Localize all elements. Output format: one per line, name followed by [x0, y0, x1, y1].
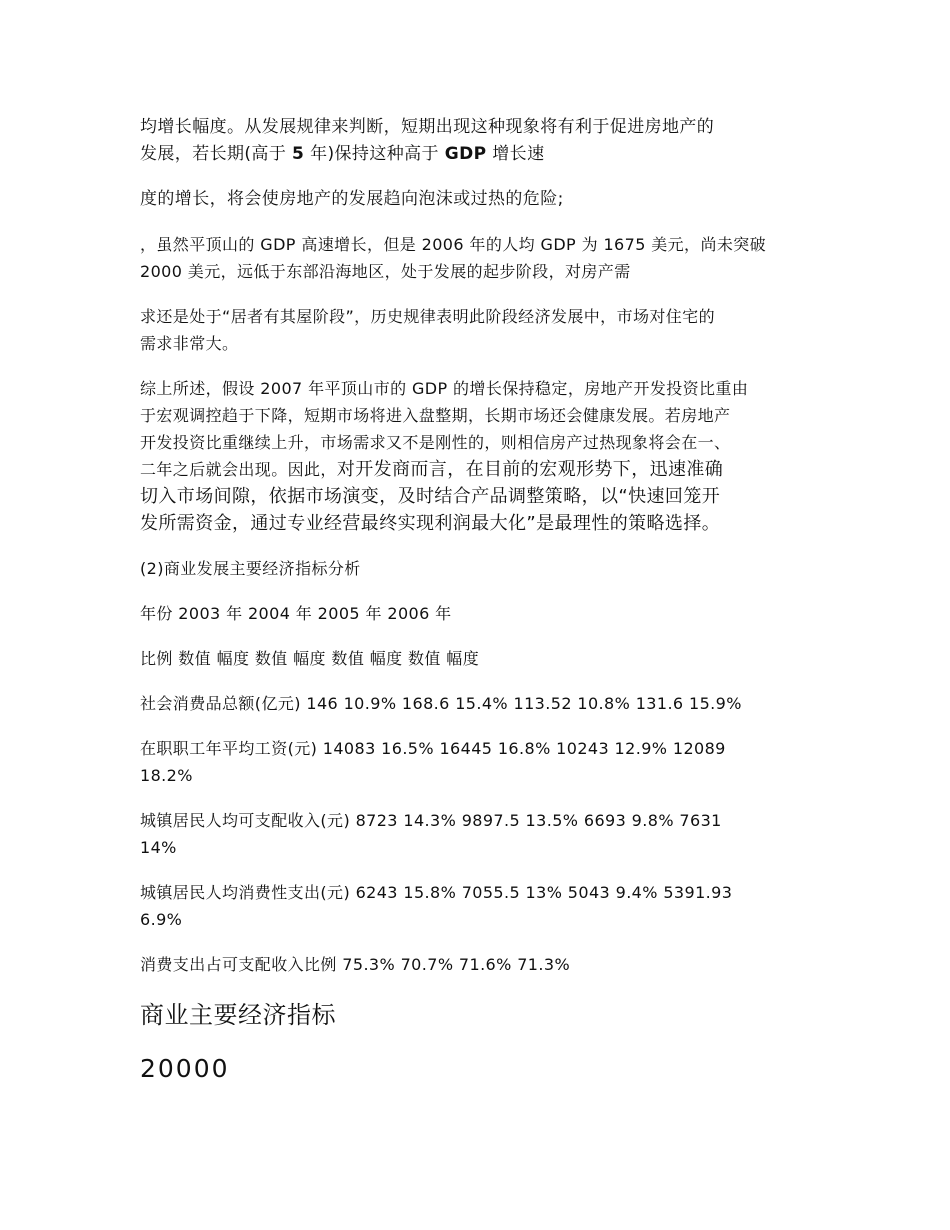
- text-line: 2000 美元，远低于东部沿海地区，处于发展的起步阶段，对房产需: [140, 262, 631, 281]
- text-run: 对开发商而言，在目前的宏观形势下，迅速准确: [336, 459, 724, 480]
- text-run: 增长速: [486, 144, 545, 164]
- paragraph-summary: [140, 375, 820, 537]
- text-line: 开发投资比重继续上升，市场需求又不是刚性的，则相信房产过热现象将会在一、: [140, 433, 731, 452]
- text-line: 比例 数值 幅度 数值 幅度 数值 幅度 数值 幅度: [140, 649, 480, 668]
- text-line: 6.9%: [140, 910, 183, 929]
- text-line: 14%: [140, 838, 177, 857]
- text-line: 18.2%: [140, 766, 193, 785]
- text-line: 于宏观调控趋于下降，短期市场将进入盘整期，长期市场还会健康发展。若房地产: [140, 406, 731, 425]
- text-line: 消费支出占可支配收入比例 75.3% 70.7% 71.6% 71.3%: [140, 955, 571, 974]
- table-header-years: [140, 600, 820, 627]
- text-line: 度的增长，将会使房地产的发展趋向泡沫或过热的危险;: [140, 189, 564, 209]
- table-row-consumption: [140, 879, 820, 933]
- text-line: 年份 2003 年 2004 年 2005 年 2006 年: [140, 604, 452, 623]
- text-run: 二年之后就会出现。因此，: [140, 460, 337, 479]
- text-line: ，虽然平顶山的 GDP 高速增长，但是 2006 年的人均 GDP 为 1675 美元，尚未突破: [140, 235, 767, 254]
- text-run: 发展，若长期(高于: [140, 144, 293, 164]
- text-line: 求还是处于“居者有其屋阶段”，历史规律表明此阶段经济发展中，市场对住宅的: [140, 307, 715, 326]
- document-body: [140, 114, 820, 1086]
- table-row-disposable-income: [140, 807, 820, 861]
- chart-heading: 商业主要经济指标: [140, 1001, 336, 1029]
- text-run: 年)保持这种高于: [304, 144, 445, 164]
- table-row-average-wage: [140, 735, 820, 789]
- axis-value: 20000: [140, 1054, 230, 1083]
- text-line: 社会消费品总额(亿元) 146 10.9% 168.6 15.4% 113.52 10.8% 131.6 15.9%: [140, 694, 742, 713]
- text-line: [140, 141, 820, 168]
- table-row-retail-sales: [140, 690, 820, 717]
- text-line: 城镇居民人均消费性支出(元) 6243 15.8% 7055.5 13% 5043 9.4% 5391.93: [140, 883, 733, 902]
- text-line: 发所需资金，通过专业经营最终实现利润最大化”是最理性的策略选择。: [140, 513, 721, 534]
- text-line: 切入市场间隙，依据市场演变，及时结合产品调整策略，以“快速回笼开: [140, 486, 721, 507]
- paragraph-growth: [140, 114, 820, 168]
- text-line: 均增长幅度。从发展规律来判断，短期出现这种现象将有利于促进房地产的: [140, 117, 715, 137]
- bold-number: 5: [292, 144, 305, 164]
- paragraph-gdp: [140, 231, 820, 285]
- text-line: [140, 456, 820, 483]
- text-line: 综上所述，假设 2007 年平顶山市的 GDP 的增长保持稳定，房地产开发投资比重由: [140, 379, 749, 398]
- paragraph-housing-demand: [140, 303, 820, 357]
- text-line: 需求非常大。: [140, 334, 239, 353]
- section-subtitle: [140, 555, 820, 582]
- text-line: (2)商业发展主要经济指标分析: [140, 559, 361, 578]
- bold-term: GDP: [444, 144, 487, 164]
- table-row-consumption-ratio: [140, 951, 820, 978]
- text-line: 在职职工年平均工资(元) 14083 16.5% 16445 16.8% 10243 12.9% 12089: [140, 739, 726, 758]
- paragraph-bubble-risk: [140, 186, 820, 213]
- text-line: 城镇居民人均可支配收入(元) 8723 14.3% 9897.5 13.5% 6693 9.8% 7631: [140, 811, 722, 830]
- table-header-columns: [140, 645, 820, 672]
